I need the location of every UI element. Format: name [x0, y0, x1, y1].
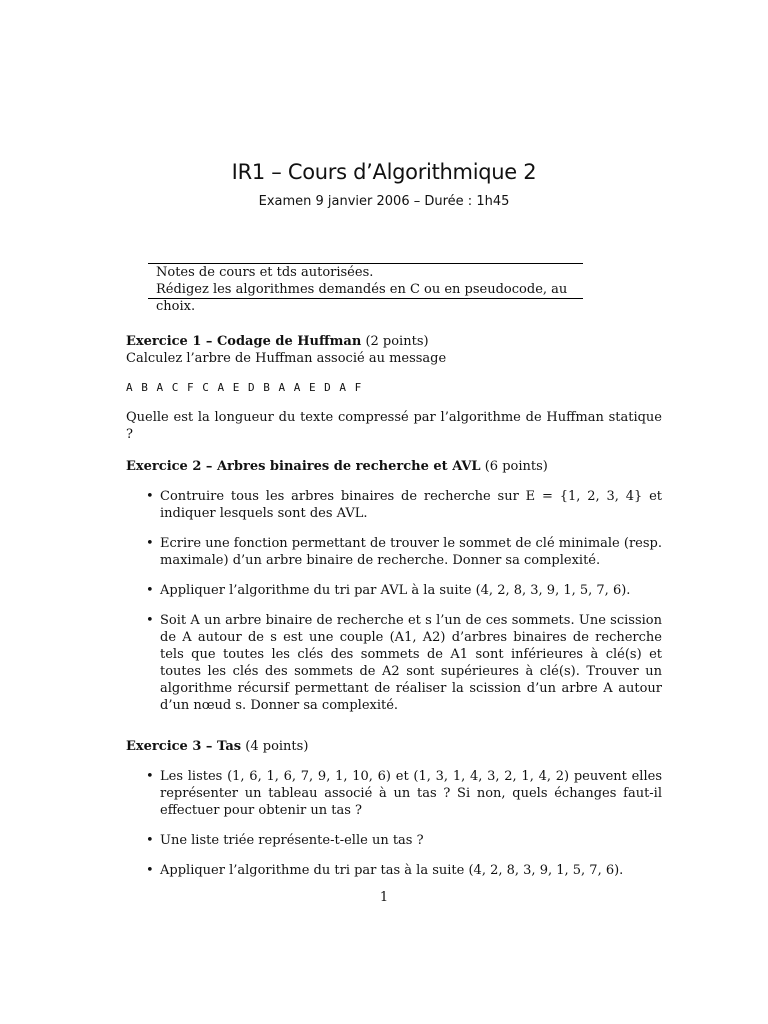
exercise-3-header: [126, 738, 662, 755]
exercise-3-item: • Les listes (1, 6, 1, 6, 7, 9, 1, 10, 6) et (1, 3, 1, 4, 3, 2, 1, 4, 2) peuvent elles représenter un tableau associé à un tas ? Si non, quels échanges faut-il effectuer pour obtenir un tas ?: [146, 769, 662, 818]
bullet-icon: •: [146, 536, 154, 551]
exercise-2-heading: Exercice 2 – Arbres binaires de recherche et AVL: [126, 459, 481, 474]
exercise-3-list: [126, 768, 662, 879]
exercise-2-list: [126, 488, 662, 714]
instructions-line-2: Rédigez les algorithmes demandés en C ou en pseudocode, au choix.: [156, 282, 568, 314]
exercise-3-heading: Exercice 3 – Tas: [126, 739, 242, 754]
exercise-3-points: (4 points): [245, 739, 309, 754]
instructions-line-1: Notes de cours et tds autorisées.: [156, 265, 374, 280]
bullet-icon: •: [146, 489, 154, 504]
exam-title: IR1 – Cours d’Algorithmique 2: [231, 160, 537, 184]
exercise-1-heading: Exercice 1 – Codage de Huffman: [126, 334, 362, 349]
exercise-1-header: [126, 333, 662, 350]
exam-subtitle: Examen 9 janvier 2006 – Durée : 1h45: [258, 194, 510, 209]
page-number: 1: [379, 890, 389, 905]
exercise-1-points: (2 points): [365, 334, 429, 349]
exercise-3-item: • Appliquer l’algorithme du tri par tas à la suite (4, 2, 8, 3, 9, 1, 5, 7, 6).: [146, 863, 624, 878]
bullet-icon: •: [146, 863, 154, 878]
instructions-box: [148, 263, 583, 314]
exercise-2-item: • Appliquer l’algorithme du tri par AVL à la suite (4, 2, 8, 3, 9, 1, 5, 7, 6).: [146, 583, 631, 598]
exercise-2-item: • Ecrire une fonction permettant de trouver le sommet de clé minimale (resp. maximale) d’un arbre binaire de recherche. Donner sa complexité.: [146, 536, 662, 568]
exercise-3-item: • Une liste triée représente-t-elle un tas ?: [146, 833, 424, 848]
bullet-icon: •: [146, 583, 154, 598]
exam-body: [126, 333, 662, 879]
exercise-2-item: • Contruire tous les arbres binaires de recherche sur E = {1, 2, 3, 4} et indiquer lesquels sont des AVL.: [146, 489, 662, 521]
exercise-1-text: Calculez l’arbre de Huffman associé au message: [126, 351, 447, 366]
bullet-icon: •: [146, 833, 154, 848]
exercise-1-message: A B A C F C A E D B A A E D A F: [126, 381, 363, 394]
exercise-2-points: (6 points): [484, 459, 548, 474]
exercise-2-item: • Soit A un arbre binaire de recherche et s l’un de ces sommets. Une scission de A autour de s est une couple (A1, A2) d’arbres binaires de recherche tels que toutes les clés des sommets de A1 sont inférieures à clé(s) et toutes les clés des sommets de A2 sont supérieures à clé(s). Trouver un algorithme récursif permettant de réaliser la scission d’un arbre A autour d’un nœud s. Donner sa complexité.: [146, 613, 662, 713]
exercise-1-question: Quelle est la longueur du texte compressé par l’algorithme de Huffman statique ?: [126, 410, 662, 442]
bullet-icon: •: [146, 613, 154, 628]
bullet-icon: •: [146, 769, 154, 784]
exercise-2-header: [126, 458, 662, 475]
